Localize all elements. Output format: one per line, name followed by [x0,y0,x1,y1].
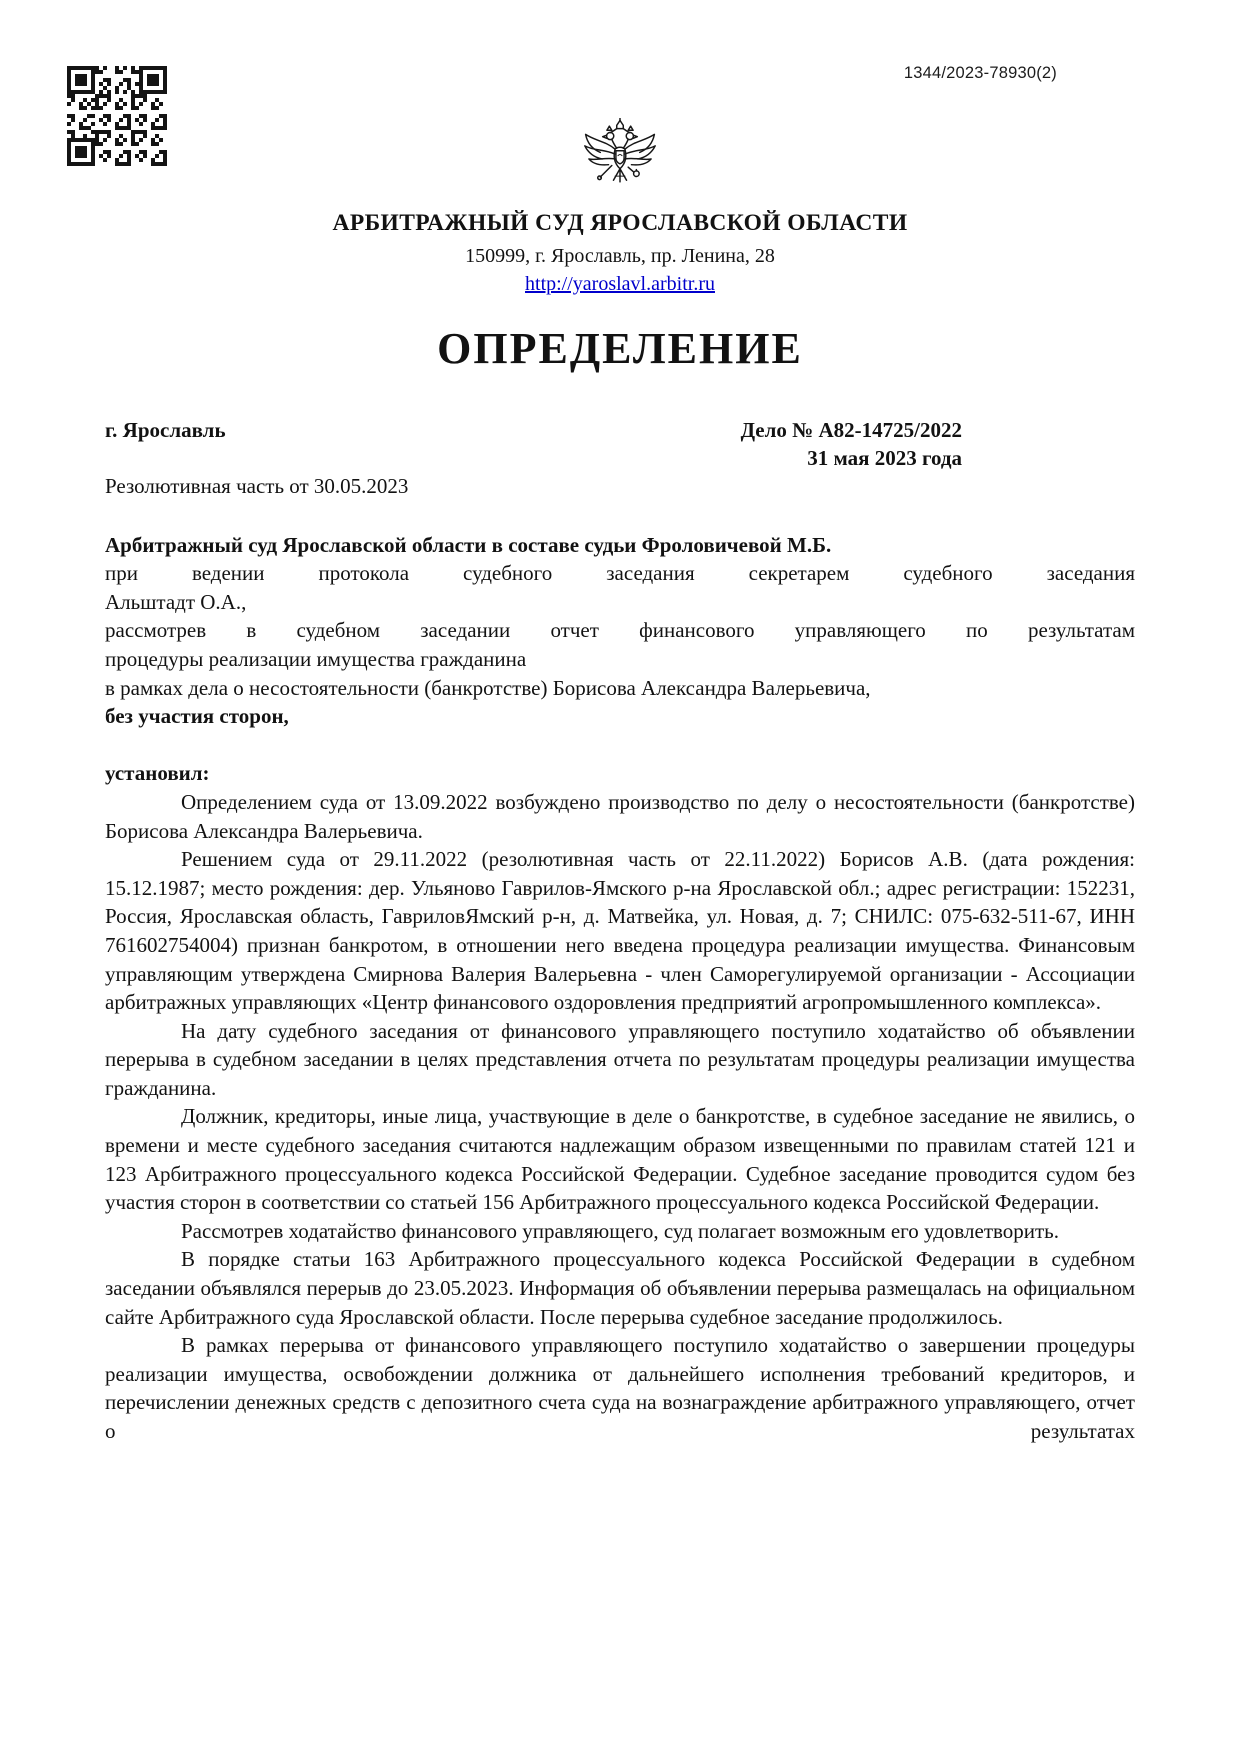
case-info-right [741,416,962,472]
body-paragraph: Решением суда от 29.11.2022 (резолютивная часть от 22.11.2022) Борисов А.В. (дата рождения: 15.12.1987; место рождения: дер. Ульяново Гаврилов-Ямского р-на Ярославской обл.; адрес регистрации: 152231, Россия, Ярославская область, ГавриловЯмский р-н, д. Матвейка, ул. Новая, д. 7; СНИЛС: 075-632-511-67, ИНН 761602754004) признан банкротом, в отношении него введена процедура реализации имущества. Финансовым управляющим утверждена Смирнова Валерия Валерьевна - член Саморегулируемой организации - Ассоциации арбитражных управляющих «Центр финансового оздоровления предприятий агропромышленного комплекса». [105,847,1135,1015]
intro-line: Альштадт О.А., [105,589,247,614]
ruling-heading: установил: [105,761,210,786]
document-number: 1344/2023-78930(2) [903,64,1057,82]
intro-line: рассмотрев в судебном заседании отчет финансового управляющего по результатам [105,618,1135,643]
russia-coat-of-arms-icon [579,118,661,204]
qr-code [67,66,167,166]
case-number: Дело № А82-14725/2022 [740,418,962,442]
body-paragraph: Рассмотрев ходатайство финансового управляющего, суд полагает возможным его удовлетворить. [181,1218,1060,1243]
case-date: 31 мая 2023 года [807,446,962,470]
court-url-line [105,273,1135,296]
no-parties-line: без участия сторон, [105,704,289,729]
body-paragraph: В рамках перерыва от финансового управляющего поступило ходатайство о завершении процедуры реализации имущества, освобождении должника от дальнейшего исполнения требований кредиторов, и перечислении денежных средств с депозитного счета суда на вознаграждение арбитражного управляющего, отчет о результатах [105,1333,1135,1443]
court-name: АРБИТРАЖНЫЙ СУД ЯРОСЛАВСКОЙ ОБЛАСТИ [332,210,908,236]
document-title: ОПРЕДЕЛЕНИЕ [437,324,803,373]
case-info-row [105,416,1135,472]
resolution-note: Резолютивная часть от 30.05.2023 [105,474,409,498]
intro-block [105,531,1135,731]
court-website-link[interactable]: http://yaroslavl.arbitr.ru [525,273,715,295]
body-paragraph: На дату судебного заседания от финансового управляющего поступило ходатайство об объявлении перерыва в судебном заседании в целях представления отчета по результатам процедуры реализации имущества гражданина. [105,1018,1135,1100]
body-paragraph: В порядке статьи 163 Арбитражного процессуального кодекса Российской Федерации в судебном заседании объявлялся перерыв до 23.05.2023. Информация об объявлении перерыва размещалась на официальном сайте Арбитражного суда Ярославской области. После перерыва судебное заседание продолжилось. [105,1247,1135,1329]
intro-line: процедуры реализации имущества гражданина [105,646,527,671]
body-paragraph: Определением суда от 13.09.2022 возбуждено производство по делу о несостоятельности (банкротстве) Борисова Александра Валерьевича. [105,789,1135,843]
judge-line: Арбитражный суд Ярославской области в составе судьи Фроловичевой М.Б. [105,532,832,557]
intro-line: при ведении протокола судебного заседания секретарем судебного заседания [105,561,1135,586]
body-paragraph: Должник, кредиторы, иные лица, участвующие в деле о банкротстве, в судебное заседание не явились, о времени и месте судебного заседания считаются надлежащим образом извещенными по правилам статей 121 и 123 Арбитражного процессуального кодекса Российской Федерации. Судебное заседание проводится судом без участия сторон в соответствии со статьей 156 Арбитражного процессуального кодекса Российской Федерации. [105,1104,1135,1215]
court-address: 150999, г. Ярославль, пр. Ленина, 28 [465,245,775,267]
case-city: г. Ярославль [105,418,226,442]
intro-line: в рамках дела о несостоятельности (банкротстве) Борисова Александра Валерьевича, [105,675,871,700]
